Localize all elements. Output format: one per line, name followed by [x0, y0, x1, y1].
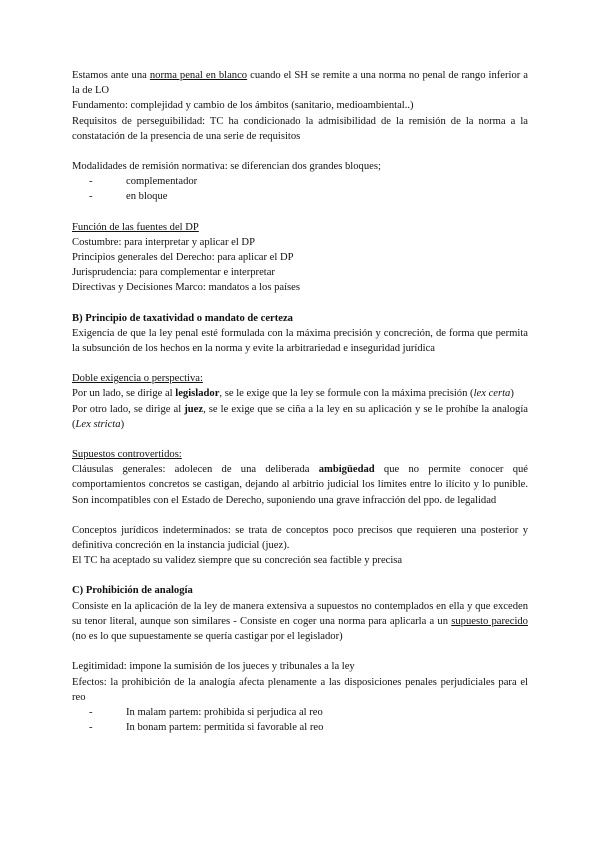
spacer: [72, 296, 528, 311]
text: Consiste en la aplicación de la ley de manera extensiva a supuestos no contemplados en ella y que exceden su tenor literal, aunque son similares - Consiste en coger una norma para aplicarla a un: [72, 600, 528, 627]
efectos-list: [72, 705, 528, 735]
spacer: [72, 644, 528, 659]
italic-term: Lex stricta: [75, 418, 121, 430]
list-item-text: complementador: [126, 176, 198, 188]
spacer: [72, 205, 528, 220]
bold-term: juez: [184, 403, 204, 415]
clausulas-generales: [72, 462, 528, 508]
text: cuando el SH se remite a una norma no penal de rango inferior a la de LO: [72, 70, 528, 97]
text: , se le exige que la ley se formule con la máxima precisión (: [219, 388, 474, 400]
paragraph-modalidades: Modalidades de remisión normativa: se diferencian dos grandes bloques;: [72, 161, 381, 173]
doble-exigencia-legislador: [72, 386, 528, 401]
list-marker: -: [89, 722, 93, 734]
list-item-text: In bonam partem: permitida si favorable al reo: [126, 722, 324, 734]
section-b-text: Exigencia de que la ley penal esté formulada con la máxima precisión y concreción, de forma que permita la subsunción de los hechos en la norma y evite la arbitrariedad e inseguridad jurídica: [72, 327, 528, 355]
spacer: [72, 356, 528, 371]
list-item-text: In malam partem: prohibida si perjudica al reo: [126, 706, 323, 718]
list-item: [89, 174, 528, 189]
conceptos-indeterminados: Conceptos jurídicos indeterminados: se trata de conceptos poco precisos que requieren una posterior y definitiva concreción en la instancia judicial (juez).: [72, 524, 528, 552]
text: Estamos ante una: [72, 70, 150, 81]
legitimidad: Legitimidad: impone la sumisión de los jueces y tribunales a la ley: [72, 661, 355, 673]
list-marker: -: [89, 191, 93, 203]
bold-term: legislador: [175, 388, 220, 400]
bold-term: ambigüedad: [318, 464, 375, 476]
section-b-heading: B) Principio de taxatividad o mandato de certeza: [72, 312, 293, 324]
funcion-title: Función de las fuentes del DP: [72, 221, 199, 233]
section-c-heading: C) Prohibición de analogía: [72, 585, 193, 597]
funcion-line: Principios generales del Derecho: para aplicar el DP: [72, 252, 294, 264]
list-marker: -: [89, 176, 93, 188]
text: ): [120, 418, 125, 430]
paragraph-fundamento: Fundamento: complejidad y cambio de los ámbitos (sanitario, medioambiental..): [72, 100, 414, 112]
spacer: [72, 568, 528, 583]
text: (no es lo que supuestamente se quería castigar por el legislador): [72, 631, 343, 643]
list-item: [89, 720, 528, 735]
list-item-text: en bloque: [126, 191, 168, 203]
spacer: [72, 432, 528, 447]
spacer: [72, 508, 528, 523]
efectos: Efectos: la prohibición de la analogía afecta plenamente a las disposiciones penales perjudiciales para el reo: [72, 676, 528, 703]
text: Cláusulas generales: adolecen de una deliberada: [72, 464, 319, 476]
text: que no permite conocer qué comportamientos concretos se castigan, dejando al arbitrio judicial los límites entre lo ilícito y lo punible. Son incompatibles con el Estado de Derecho, suponiendo una grave infracción del ppo. de legalidad: [72, 464, 528, 506]
section-c-text: [72, 599, 528, 645]
list-marker: -: [89, 706, 93, 718]
doble-exigencia-title: Doble exigencia o perspectiva:: [72, 373, 203, 385]
doble-exigencia-juez: [72, 402, 528, 432]
text: , se le exige que se ciña a la ley en su aplicación y se le prohíbe la analogía (: [72, 403, 528, 430]
text: ): [510, 388, 514, 400]
paragraph-requisitos: Requisitos de perseguibilidad: TC ha condicionado la admisibilidad de la remisión de la norma a la constatación de la presencia de una serie de requisitos: [72, 115, 528, 142]
supuestos-title: Supuestos controvertidos:: [72, 449, 182, 461]
text: Por un lado, se dirige al: [72, 388, 176, 400]
modalidades-list: [72, 174, 528, 204]
list-item: [89, 189, 528, 204]
funcion-line: Costumbre: para interpretar y aplicar el DP: [72, 236, 255, 248]
italic-term: lex certa: [473, 388, 511, 400]
list-item: [89, 705, 528, 720]
paragraph-norma-penal-en-blanco: [72, 68, 528, 98]
funcion-line: Jurisprudencia: para complementar e interpretar: [72, 267, 275, 279]
document-page: [72, 68, 528, 735]
underlined-term: norma penal en blanco: [149, 70, 248, 81]
underlined-term: supuesto parecido: [451, 615, 528, 627]
tc-validez: El TC ha aceptado su validez siempre que su concreción sea factible y precisa: [72, 555, 403, 567]
spacer: [72, 144, 528, 159]
funcion-line: Directivas y Decisiones Marco: mandatos a los países: [72, 282, 300, 294]
text: Por otro lado, se dirige al: [72, 403, 185, 415]
